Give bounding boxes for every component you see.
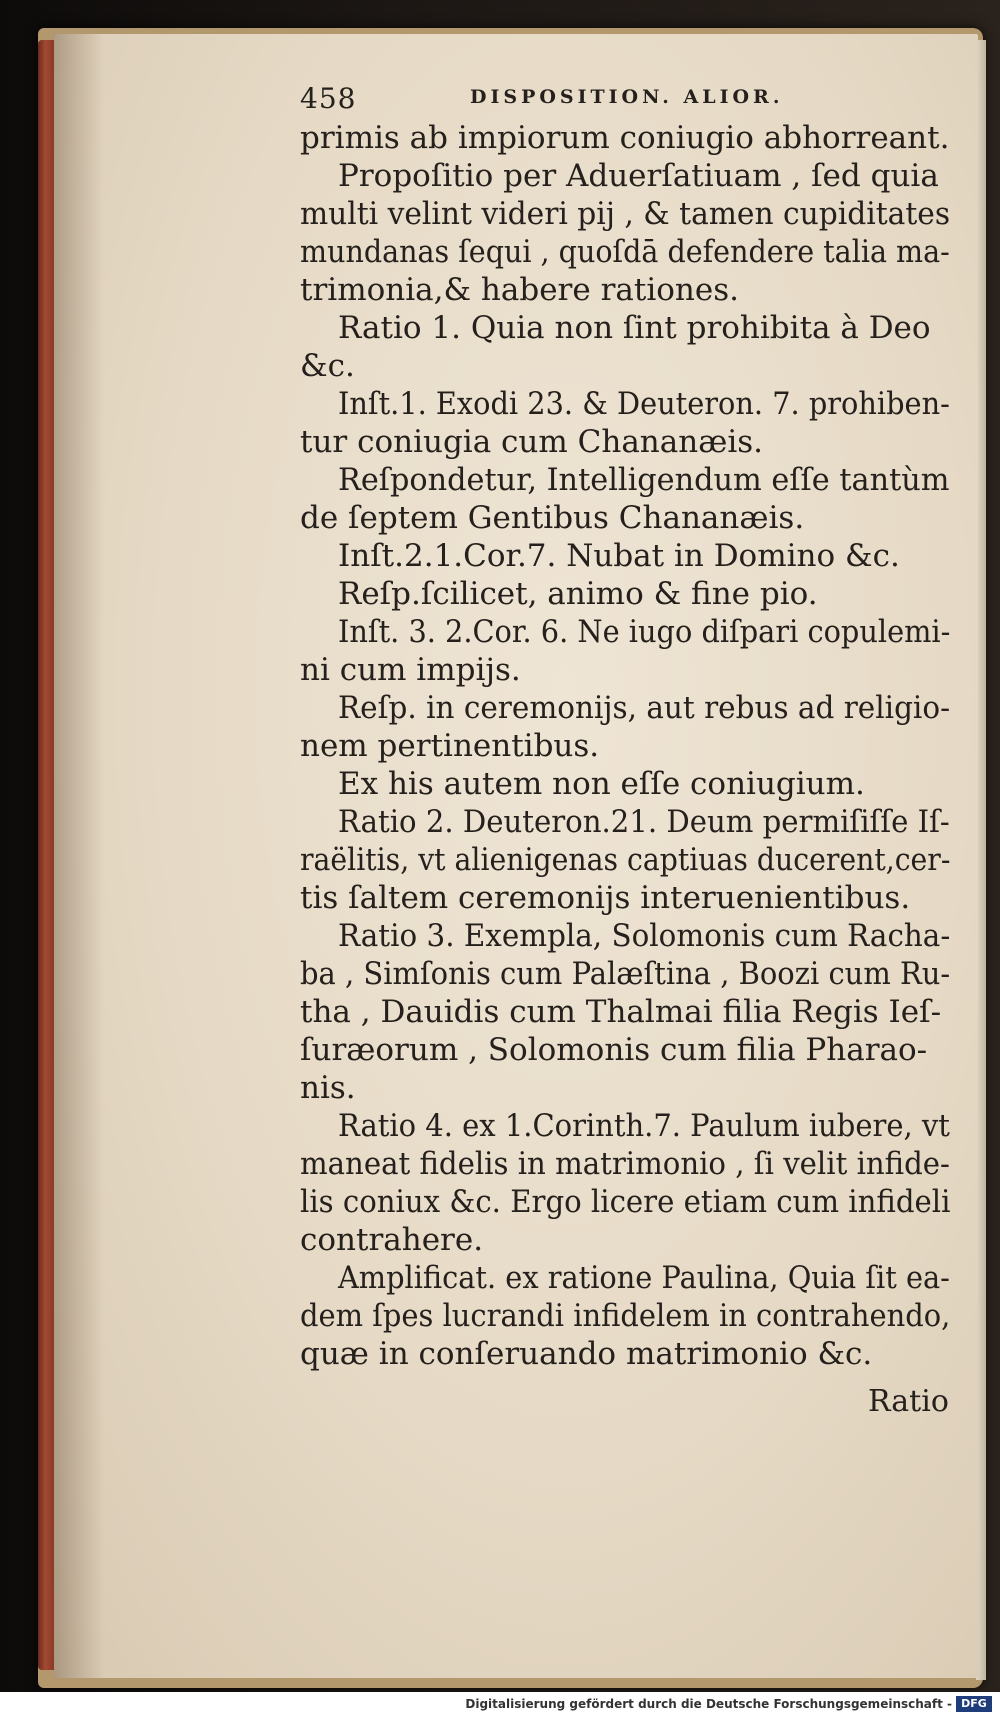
page-number: 458 bbox=[300, 82, 357, 115]
text-line: Reſp.ſcilicet, animo & fine pio. bbox=[338, 576, 818, 612]
text-line: mundanas ſequi , quoſdā defendere talia ma- bbox=[300, 234, 950, 270]
text-line: Reſp. in ceremonijs, aut rebus ad religio- bbox=[338, 690, 951, 726]
text-line: nem pertinentibus. bbox=[300, 728, 600, 764]
text-line: raëlitis, vt alienigenas captiuas ducerent,cer- bbox=[300, 842, 951, 878]
text-line: de ſeptem Gentibus Chananæis. bbox=[300, 500, 805, 536]
text-line: tur coniugia cum Chananæis. bbox=[300, 424, 764, 460]
text-line: ni cum impijs. bbox=[300, 652, 521, 688]
gutter-shadow bbox=[54, 34, 104, 1678]
text-line: maneat fidelis in matrimonio , ſi velit infide- bbox=[300, 1146, 950, 1182]
text-line: Ratio 3. Exempla, Solomonis cum Racha- bbox=[338, 918, 951, 954]
footer-bar bbox=[0, 1692, 1000, 1718]
text-line: ſuræorum , Solomonis cum filia Pharao- bbox=[300, 1032, 928, 1068]
funding-credit: Digitalisierung gefördert durch die Deutsche Forschungsgemeinschaft - bbox=[465, 1697, 952, 1711]
text-line: Ratio 4. ex 1.Corinth.7. Paulum iubere, vt bbox=[338, 1108, 950, 1144]
dfg-logo: DFG bbox=[956, 1696, 992, 1712]
text-line: ba , Simſonis cum Palæſtina , Boozi cum Ru- bbox=[300, 956, 951, 992]
text-line: Inſt.1. Exodi 23. & Deuteron. 7. prohiben- bbox=[338, 386, 950, 422]
red-page-edge bbox=[38, 40, 54, 1670]
text-line: tha , Dauidis cum Thalmai filia Regis Ieſ- bbox=[300, 994, 942, 1030]
text-line: lis coniux &c. Ergo licere etiam cum infideli bbox=[300, 1184, 951, 1220]
text-line: contrahere. bbox=[300, 1222, 484, 1258]
text-line: quæ in conſeruando matrimonio &c. bbox=[300, 1336, 873, 1372]
text-line: Inſt.2.1.Cor.7. Nubat in Domino &c. bbox=[338, 538, 900, 574]
text-line: Ratio 1. Quia non ſint prohibita à Deo bbox=[338, 310, 931, 346]
text-line: nis. bbox=[300, 1070, 356, 1106]
text-line: trimonia,& habere rationes. bbox=[300, 272, 739, 308]
catchword: Ratio bbox=[868, 1384, 949, 1419]
running-head bbox=[300, 82, 820, 116]
text-line: Ratio 2. Deuteron.21. Deum permiſiſſe Iſ- bbox=[338, 804, 950, 840]
text-line: Ex his autem non eſſe coniugium. bbox=[338, 766, 865, 802]
running-title: DISPOSITION. ALIOR. bbox=[470, 86, 784, 108]
text-line: dem ſpes lucrandi infidelem in contrahendo, bbox=[300, 1298, 951, 1334]
text-line: tis ſaltem ceremonijs interuenientibus. bbox=[300, 880, 911, 916]
text-line: primis ab impiorum coniugio abhorreant. bbox=[300, 120, 950, 156]
text-line: Inſt. 3. 2.Cor. 6. Ne iugo diſpari copulemi- bbox=[338, 614, 951, 650]
text-line: Reſpondetur, Intelligendum eſſe tantùm bbox=[338, 462, 950, 498]
text-line: Amplificat. ex ratione Paulina, Quia ſit ea- bbox=[338, 1260, 950, 1296]
text-line: &c. bbox=[300, 348, 355, 384]
text-line: multi velint videri pij , & tamen cupiditates bbox=[300, 196, 951, 232]
text-line: Propoſitio per Aduerſatiuam , ſed quia bbox=[338, 158, 939, 194]
